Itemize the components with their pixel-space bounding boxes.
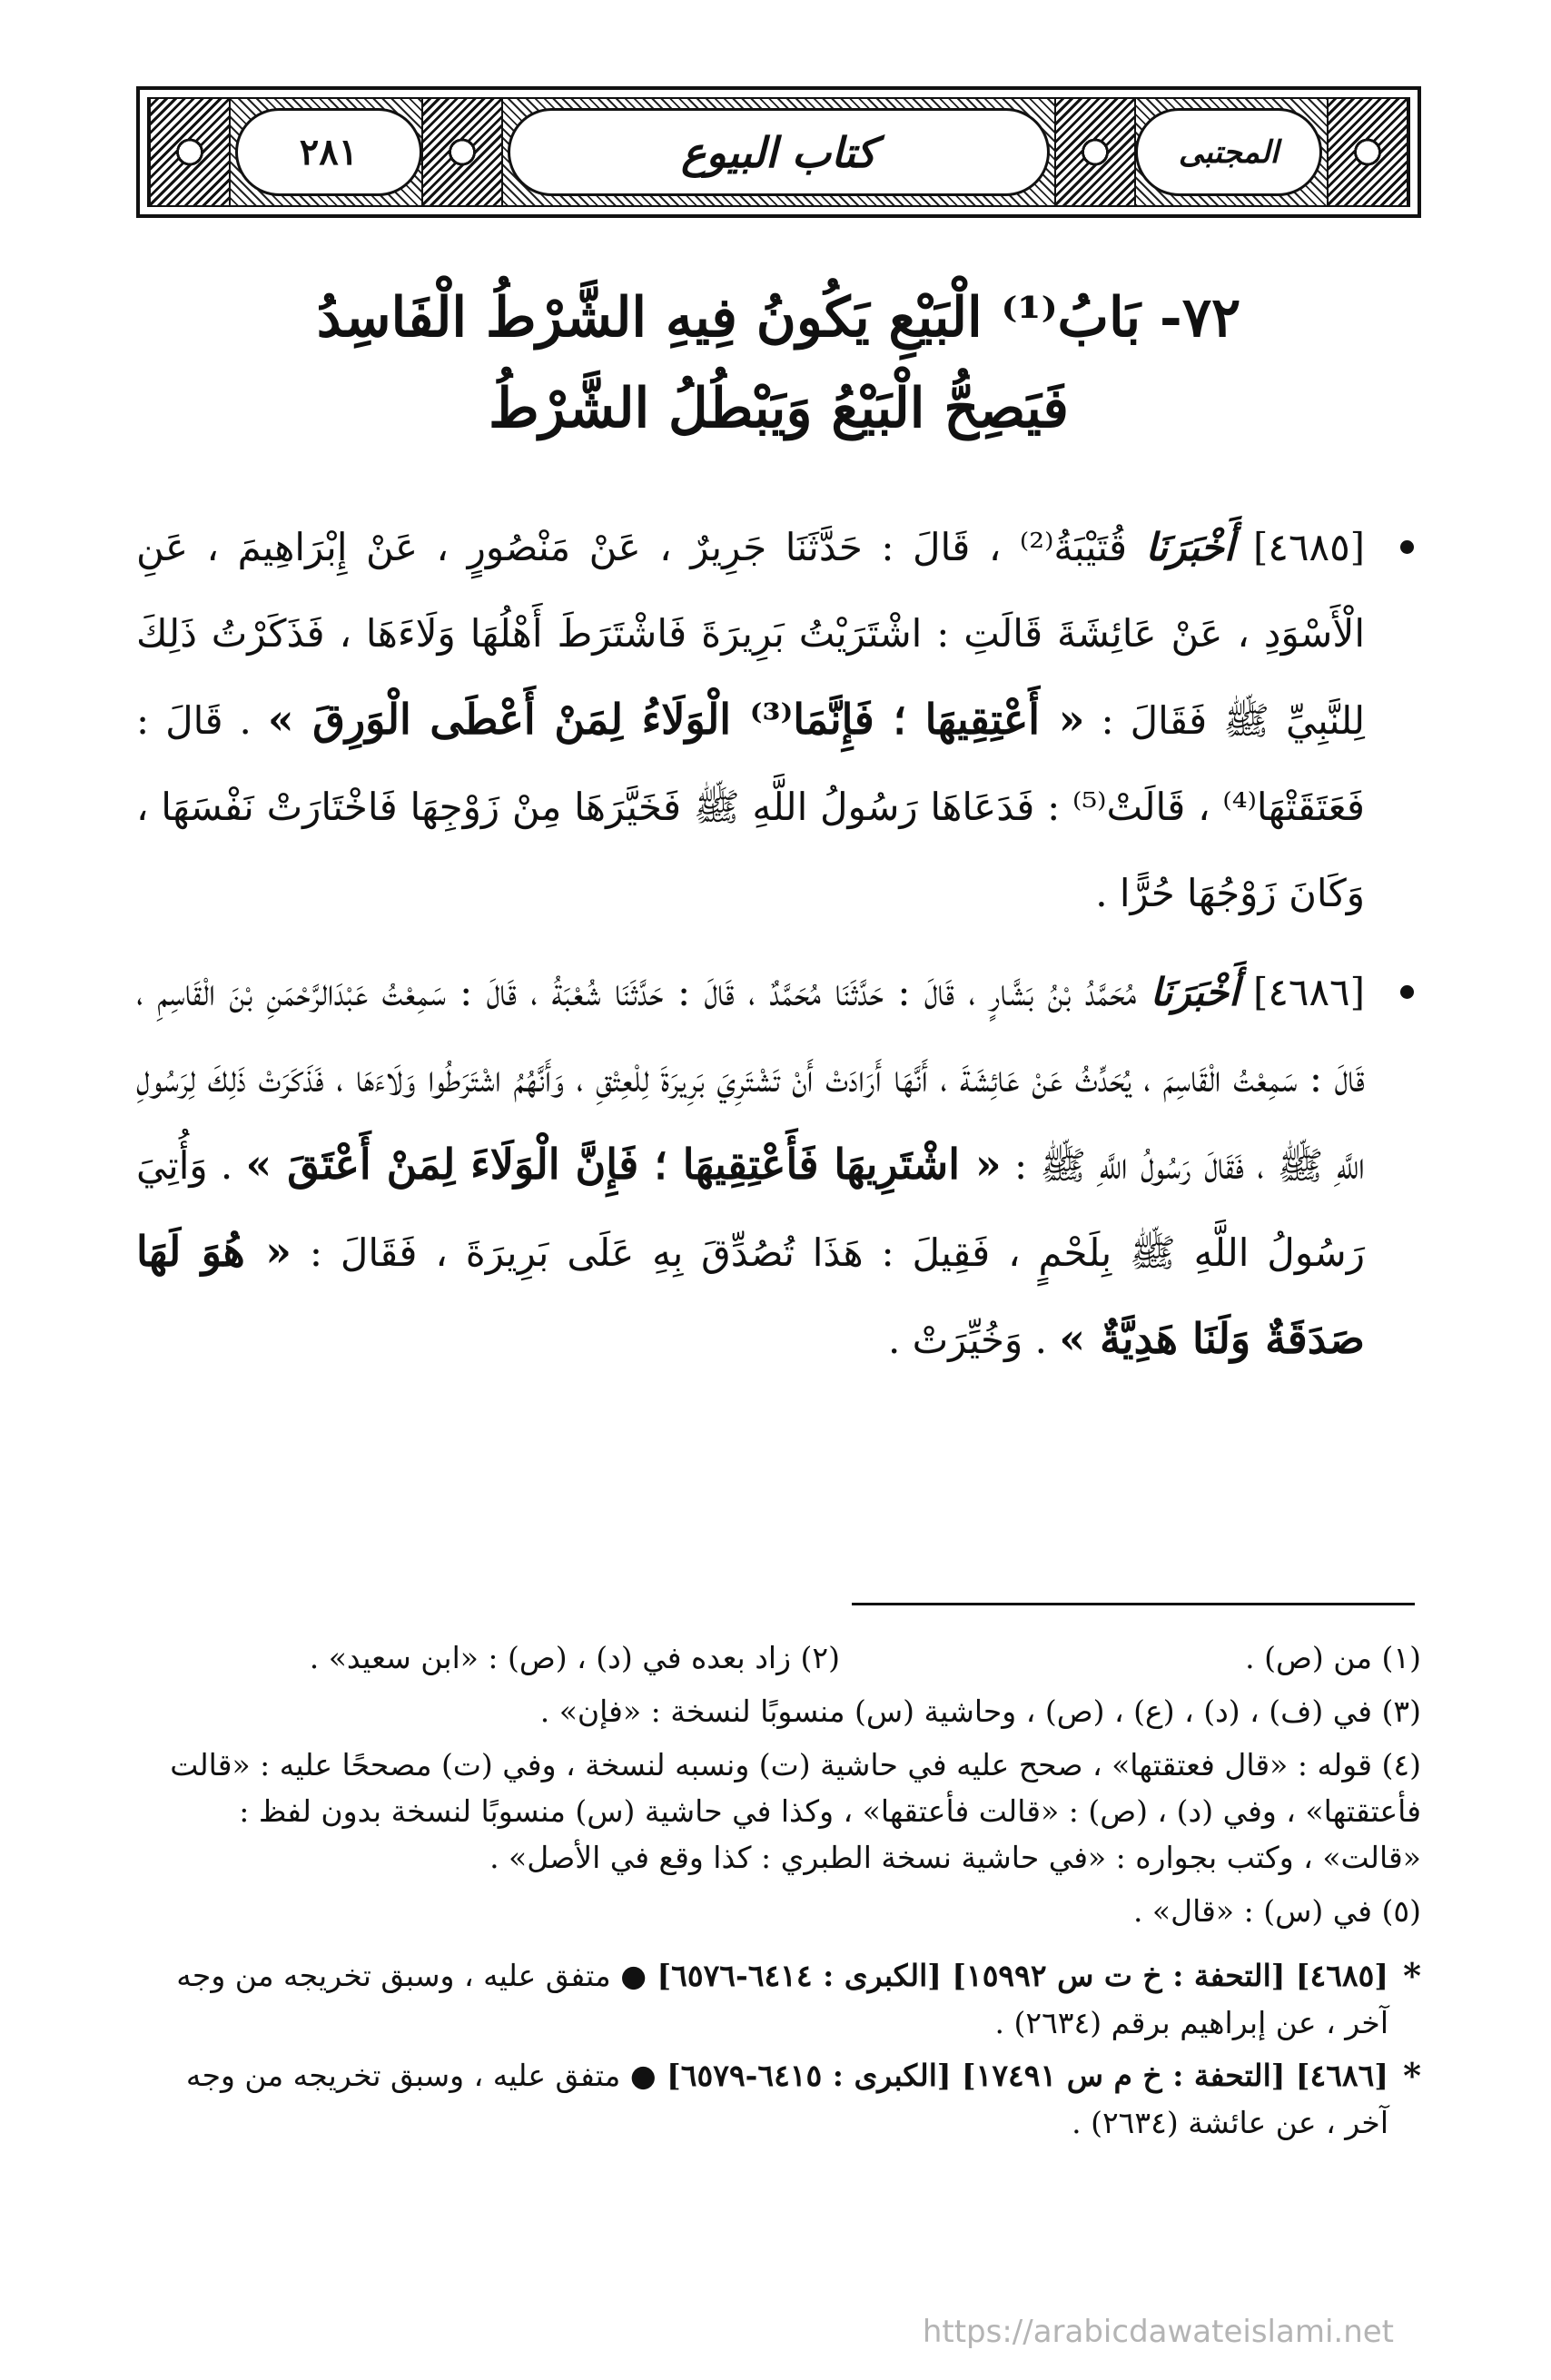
page-number: ٢٨١: [299, 131, 359, 173]
watermark-url: https://arabicdawateislami.net: [922, 2314, 1394, 2350]
takhrij-section: [136, 1952, 1421, 2147]
series-logo-cartouche: [1135, 108, 1322, 196]
footnote-row: [136, 1634, 1421, 1681]
takhrij-references: [٤٦٨٥] [التحفة : خ ت س ١٥٩٩٢] [الكبرى : ٦٤١٤-٦٥٧٦]: [657, 1958, 1388, 1993]
hadith-text: . وَخُيِّرَتْ .: [887, 1318, 1047, 1362]
hadith-text: مُحَمَّدُ بْنُ بَشَّارٍ ، قَالَ : حَدَّثَنَا مُحَمَّدٌ ، قَالَ : حَدَّثَنَا شُعْبَةُ ، قَالَ : سَمِعْتُ عَبْدَالرَّحْمَنِ بْنَ الْقَاسِمِ ، قَالَ : سَمِعْتُ الْقَاسِمَ ، يُحَدِّثُ عَنْ عَائِشَةَ ، أَنَّهَا أَرَادَتْ أَنْ تَشْتَرِيَ بَرِيرَةَ لِلْعِتْقِ ، وَأَنَّهُمُ اشْتَرَطُوا وَلَاءَهَا ، فَذَكَرَتْ ذَلِكَ لِرَسُولِ اللَّهِ ﷺ ، فَقَالَ رَسُولُ اللَّهِ ﷺ :: [136, 970, 1365, 1188]
book-title-cartouche: [508, 108, 1050, 196]
takhrij-note: ● متفق عليه ، وسبق تخريجه من وجه آخر ، عن إبراهيم برقم (٢٦٣٤) .: [176, 1958, 1388, 2040]
chapter-heading: [136, 272, 1421, 454]
ornament-icon: [1327, 99, 1408, 205]
chapter-title-line-2: فَيَصِحُّ الْبَيْعُ وَيَبْطُلُ الشَّرْطُ: [489, 377, 1069, 440]
footnotes: [136, 1634, 1421, 2152]
footnote-1: (١) من (ص) .: [1245, 1640, 1421, 1675]
prophetic-quote: « اشْتَرِيهَا فَأَعْتِقِيهَا ؛ فَإِنَّ الْوَلَاءَ لِمَنْ أَعْتَقَ »: [245, 1140, 1002, 1189]
page-header-frame: [136, 86, 1421, 218]
prophetic-quote: « أَعْتِقِيهَا ؛ فَإِنَّمَا⁽³⁾ الْوَلَاءُ لِمَنْ أَعْطَى الْوَرِقَ »: [267, 695, 1085, 744]
hadith-paragraph: [136, 949, 1421, 1383]
takhrij-entry: [136, 1952, 1421, 2047]
page-number-cartouche: [235, 108, 422, 196]
narration-opener: أَخْبَرَنَا: [1150, 970, 1240, 1014]
hadith-text: . وَأُتِيَ رَسُولُ اللَّهِ ﷺ بِلَحْمٍ ، فَقِيلَ : هَذَا تُصُدِّقَ بِهِ عَلَى بَرِيرَةَ ، فَقَالَ :: [136, 1143, 1365, 1275]
chapter-title-line-1: ٧٢- بَابُ⁽¹⁾ الْبَيْعِ يَكُونُ فِيهِ الشَّرْطُ الْفَاسِدُ: [316, 286, 1241, 350]
footnote-4: (٤) قوله : «قال فعتقتها» ، صحح عليه في حاشية (ت) ونسبه لنسخة ، وفي (ت) مصححًا عليه : «قالت فأعتقتها» ، وفي (د) ، (ص) : «قالت فأعتقها» ، وكذا في حاشية (س) منسوبًا لنسخة بدون لفظ : «قالت» ، وكتب بجواره : «في حاشية نسخة الطبري : كذا وقع في الأصل» .: [170, 1747, 1421, 1875]
ornament-icon: [421, 99, 503, 205]
takhrij-note: ● متفق عليه ، وسبق تخريجه من وجه آخر ، عن عائشة (٢٦٣٤) .: [185, 2058, 1388, 2140]
takhrij-references: [٤٦٨٦] [التحفة : خ م س ١٧٤٩١] [الكبرى : ٦٤١٥-٦٥٧٩]: [667, 2058, 1388, 2093]
footnote-2: (٢) زاد بعده في (د) ، (ص) : «ابن سعيد» .: [309, 1640, 840, 1675]
takhrij-entry: [136, 2052, 1421, 2147]
series-logo: المجتبى: [1178, 133, 1279, 171]
asterisk-icon: *: [1403, 2055, 1421, 2096]
bullet-icon: [1400, 985, 1414, 999]
hadith-text: . قَالَ : فَعَتَقَتْهَا⁽⁴⁾ ، قَالَتْ⁽⁵⁾ : فَدَعَاهَا رَسُولُ اللَّهِ ﷺ فَخَيَّرَهَا مِنْ زَوْجِهَا فَاخْتَارَتْ نَفْسَهَا ، وَكَانَ زَوْجُهَا حُرًّا .: [136, 698, 1365, 915]
ornamental-border: [147, 97, 1410, 207]
ornament-icon: [1054, 99, 1136, 205]
hadith-text: قُتَيْبَةُ⁽²⁾ ، قَالَ : حَدَّثَنَا جَرِيرٌ ، عَنْ مَنْصُورٍ ، عَنْ إِبْرَاهِيمَ ، عَنِ الْأَسْوَدِ ، عَنْ عَائِشَةَ قَالَتِ : اشْتَرَيْتُ بَرِيرَةَ فَاشْتَرَطَ أَهْلُهَا وَلَاءَهَا ، فَذَكَرْتُ ذَلِكَ لِلنَّبِيِّ ﷺ فَقَالَ :: [136, 525, 1366, 743]
prophetic-quote: « هُوَ لَهَا صَدَقَةٌ وَلَنَا هَدِيَّةٌ »: [136, 1227, 1365, 1363]
hadith-paragraph: [136, 504, 1421, 936]
footnote-5: (٥) في (س) : «قال» .: [1132, 1893, 1421, 1929]
asterisk-icon: *: [1403, 1955, 1421, 1996]
main-text: [136, 504, 1421, 1396]
footnote-3: (٣) في (ف) ، (د) ، (ع) ، (ص) ، وحاشية (س) منسوبًا لنسخة : «فإن» .: [539, 1694, 1421, 1729]
hadith-number: [٤٦٨٦]: [1252, 970, 1365, 1014]
ornament-icon: [149, 99, 231, 205]
book-title: كتاب البيوع: [681, 127, 876, 177]
bullet-icon: [1400, 540, 1414, 554]
footnote-divider: [852, 1603, 1415, 1605]
narration-opener: أَخْبَرَنَا: [1145, 525, 1235, 569]
hadith-number: [٤٦٨٥]: [1253, 525, 1366, 569]
